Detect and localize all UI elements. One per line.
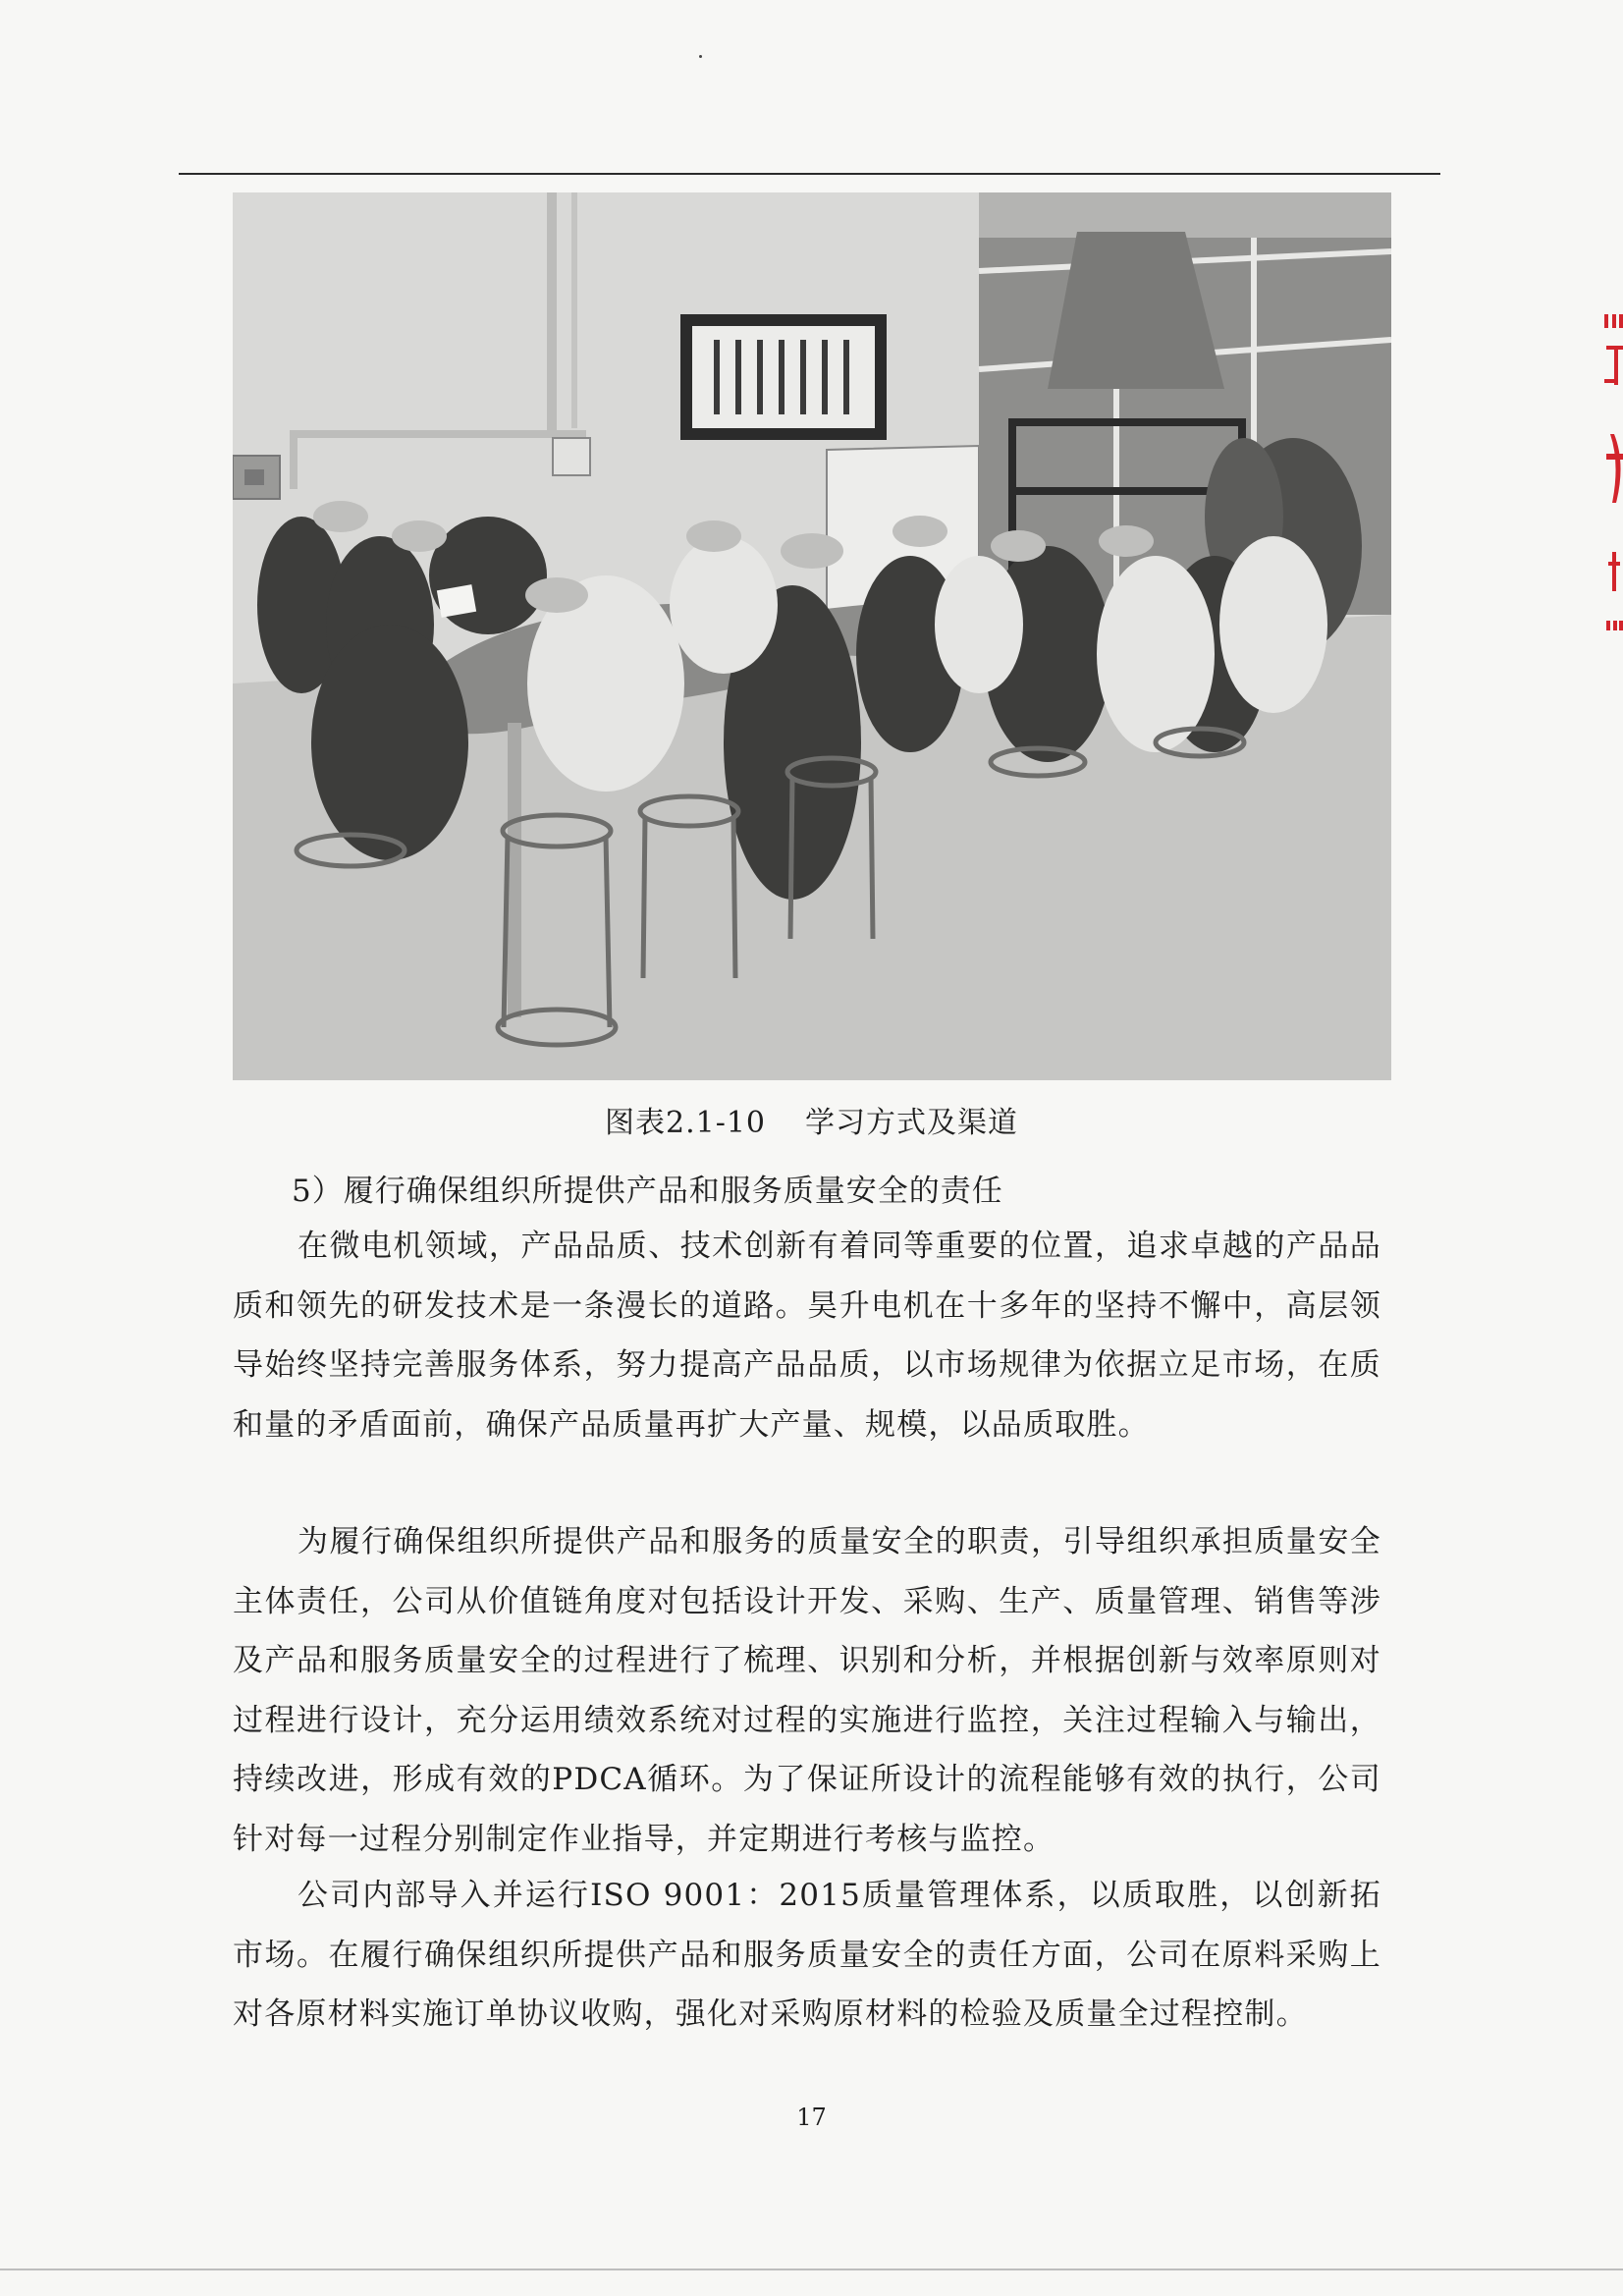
figure-caption-title: 学习方式及渠道 — [805, 1106, 1019, 1140]
seal-stamp-fragment — [1587, 306, 1623, 640]
page-number: 17 — [796, 2104, 827, 2131]
meeting-photo-illustration — [233, 192, 1391, 1080]
scan-edge-line — [0, 2269, 1623, 2270]
scan-speck — [699, 55, 702, 58]
paragraph-2: 为履行确保组织所提供产品和服务的质量安全的职责，引导组织承担质量安全主体责任，公司从价值链角度对包括设计开发、采购、生产、质量管理、销售等涉及产品和服务质量安全的过程进行了梳理、识别和分析，并根据创新与效率原则对过程进行设计，充分运用绩效系统对过程的实施进行监控，关注过程输入与输出，持续改进，形成有效的PDCA循环。为了保证所设计的流程能够有效的执行，公司针对每一过程分别制定作业指导，并定期进行考核与监控。 — [233, 1524, 1381, 1857]
section-heading: 5）履行确保组织所提供产品和服务质量安全的责任 — [292, 1174, 1003, 1209]
figure-caption-number: 图表2.1-10 — [604, 1106, 767, 1140]
header-rule — [179, 173, 1440, 175]
paragraph-3: 公司内部导入并运行ISO 9001：2015质量管理体系，以质取胜，以创新拓市场。在履行确保组织所提供产品和服务质量安全的责任方面，公司在原料采购上对各原材料实施订单协议收购，强化对采购原材料的检验及质量全过程控制。 — [233, 1878, 1381, 2032]
paragraph-1: 在微电机领域，产品品质、技术创新有着同等重要的位置，追求卓越的产品品质和领先的研发技术是一条漫长的道路。昊升电机在十多年的坚持不懈中，高层领导始终坚持完善服务体系，努力提高产品品质，以市场规律为依据立足市场，在质和量的矛盾面前，确保产品质量再扩大产量、规模，以品质取胜。 — [233, 1229, 1381, 1443]
figure-caption — [0, 1098, 1623, 1141]
meeting-photo — [233, 192, 1391, 1080]
